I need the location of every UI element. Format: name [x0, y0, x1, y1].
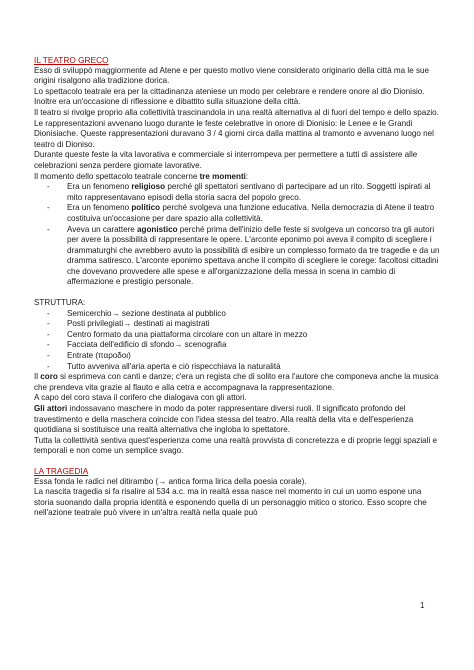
spacer	[34, 288, 442, 298]
list-item: - Centro formato da una piattaforma circolare con un altare in mezzo	[67, 330, 442, 341]
bold-text: agonistico	[137, 224, 178, 234]
paragraph: Tutta la collettività sentiva quest'esperienza come una realtà provvista di concretezza e di proprie leggi spaziali e temporali e non come un semplice svago.	[34, 435, 437, 456]
bold-text: politico	[131, 203, 161, 213]
text-run: Il momento dello spettacolo teatrale concerne	[34, 171, 200, 181]
text-run: Il	[34, 372, 41, 382]
paragraph	[34, 404, 442, 436]
paragraph: Esso di sviluppò maggiormente ad Atene e per questo motivo viene considerato originario della città ma le sue origini risalgono alla tradizione dorica.	[34, 65, 430, 86]
text-run: Era un fenomeno	[67, 182, 132, 192]
text-run: perché svolgeva una funzione educativa. Nella democrazia di Atene il teatro costituiva un'occasione per dare spazio alla collettività.	[67, 203, 435, 223]
section-title-struttura: STRUTTURA:	[34, 298, 86, 308]
bold-text: coro	[40, 372, 58, 382]
paragraph: La nascita tragedia si fa risalire al 534 a.c. ma in realtà essa nasce nel momento in cui un uomo espone una storia suonando dalla propria identità e esponendo quella di un personaggio mitico o storico. Esso scopre che nell'azione teatrale può vivere in un'altra realtà nella quale può	[34, 487, 427, 518]
text-run: Era un fenomeno	[67, 203, 132, 213]
paragraph	[34, 372, 442, 393]
structure-list	[34, 309, 442, 373]
document-body	[34, 55, 442, 519]
section-title-teatro-greco: IL TEATRO GRECO	[34, 55, 109, 65]
paragraph: A capo del coro stava il corifero che dialogava con gli attori.	[34, 393, 247, 403]
paragraph: Il teatro si rivolge proprio alla collettività trascinandola in una realtà alternativa al di fuori del tempo e dello spazio.	[34, 107, 439, 117]
bold-text: religioso	[131, 182, 166, 192]
list-item	[67, 182, 442, 203]
paragraph: Lo spettacolo teatrale era per la cittadinanza ateniese un modo per celebrare e rendere onore al dio Dionisio. Inoltre era un'occasione di riflessione e dibattito sulla situazione della città.	[34, 86, 425, 107]
paragraph: Durante queste feste la vita lavorativa e commerciale si interrompeva per permettere a tutti di assistere alle celebrazioni senza perdere giornate lavorative.	[34, 150, 418, 170]
paragraph: Le rappresentazioni avvenano luogo durante le feste celebrative in onore di Dionisio: le Lenee e le Grandi Dionisiache. Queste rappresentazioni duravano 3 / 4 giorni circa dalla mattina al tramonto e avvenano luogo nel teatro di Dioniso.	[34, 118, 434, 149]
bold-text: Gli attori	[34, 404, 68, 413]
text-run: perché gli spettatori sentivano di partecipare ad un rito. Soggetti ispirati al mito rappresentavano episodi della storia sacra del popolo greco.	[67, 182, 431, 202]
list-item: - Semicerchio→ sezione destinata al pubblico	[67, 309, 442, 320]
list-item	[67, 225, 442, 289]
bold-text: tre momenti	[199, 171, 246, 181]
moments-list	[34, 182, 442, 288]
list-item: - Tutto avveniva all'aria aperta e ciò rispecchiava la naturalità	[67, 362, 442, 373]
text-run: indossavano maschere in modo da poter rappresentare diversi ruoli. Il significato profondo del travestimento e della maschera coincide con l'idea stessa del teatro. Alla realtà della vita e dell'esperienza quotidiana si sostituisce una realtà alternativa che ingloba lo spettatore.	[34, 404, 414, 435]
page-number: 1	[420, 601, 425, 610]
section-title-tragedia: LA TRAGEDIA	[34, 465, 89, 476]
spacer	[34, 457, 442, 466]
text-run: perché prima dell'inizio delle feste si svolgeva un concorso tra gli autori per avere la possibilità di rappresentare le opere. L'arconte eponimo poi aveva il compito di scegliere i drammaturghi che avrebbero avuto la possibilità di esibire un complesso formato da tre tragedie e da un dramma satiresco. L'arconte eponimo spettava anche il compito di scegliere le corege: facoltosi cittadini che dovevano provvedere alle spese e all'organizzazione della messa in scena in cambio di affermazione e prestigio personale.	[67, 224, 440, 287]
list-item: - Entrate (παροδοι)	[67, 351, 442, 362]
paragraph	[34, 172, 442, 183]
text-run: Aveva un carattere	[67, 224, 138, 234]
list-item	[67, 203, 442, 224]
list-item: - Posti privilegiati→ destinati ai magistrati	[67, 319, 442, 330]
list-item: - Facciata dell'edificio di sfondo→ scenografia	[67, 340, 442, 351]
text-run: si esprimeva con canti e danze; c'era un regista che di solito era l'autore che componeva anche la musica che prendeva vita grazie al flauto e alla cetra e accompagnava la rappresentazione.	[34, 372, 439, 392]
paragraph: Essa fonda le radici nel ditirambo (→ antica forma lirica della poesia corale).	[34, 476, 307, 486]
text-run: :	[245, 171, 249, 181]
